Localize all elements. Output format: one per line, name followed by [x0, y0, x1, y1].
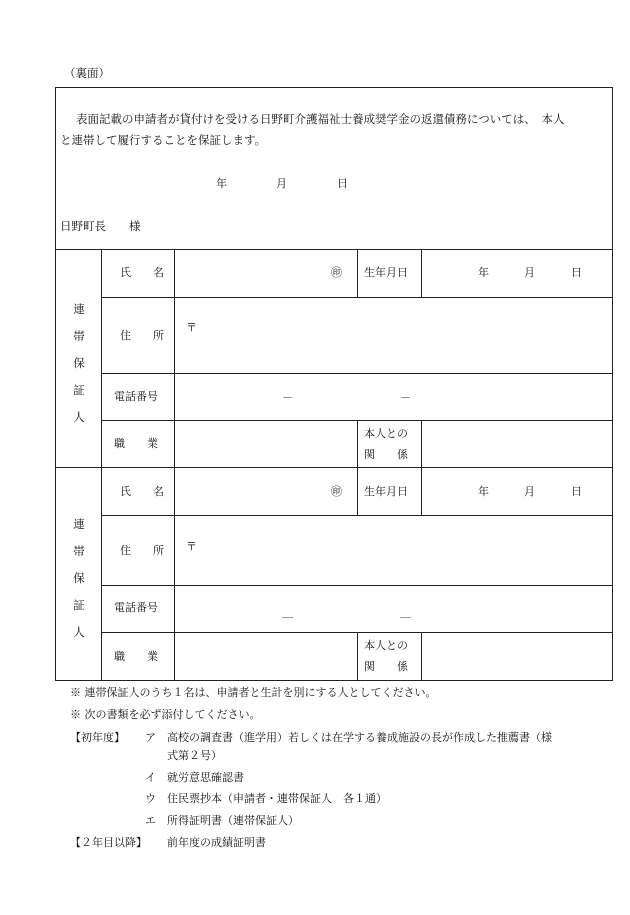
guarantor-2-birth-year: 年 — [478, 485, 489, 498]
guarantor-2-job-label: 職 業 — [114, 650, 158, 663]
guarantor-1-birth-month: 月 — [524, 266, 535, 279]
guarantor-1-side-label: 連 帯 保 証 人 — [73, 302, 85, 424]
guarantor-2-postal-mark: 〒 — [186, 540, 197, 553]
guarantor-2-birth-label: 生年月日 — [364, 485, 408, 498]
guarantor-1-relation-label-2: 関 係 — [364, 448, 408, 461]
guarantor-1-birth-day: 日 — [571, 266, 582, 279]
guarantor-2-phone-dash-2: ＿ — [400, 606, 411, 619]
row-line — [101, 297, 613, 298]
item-i-mark: イ — [145, 771, 156, 784]
row-line — [101, 515, 613, 516]
guarantor-2-address-label: 住 所 — [120, 544, 164, 557]
guarantor-2-name-field[interactable] — [178, 482, 340, 502]
guarantor-1-phone-field[interactable] — [180, 382, 605, 412]
col-line — [357, 632, 358, 681]
guarantor-1-address-field[interactable] — [200, 305, 600, 365]
guarantor-2-phone-field[interactable] — [180, 594, 605, 624]
guarantor-1-address-label: 住 所 — [120, 329, 164, 342]
col-line-field — [174, 249, 175, 681]
guarantor-2-name-label: 氏 名 — [120, 485, 164, 498]
row-line — [101, 373, 613, 374]
row-line — [101, 585, 613, 586]
later-years-label: 【２年目以降】 — [70, 836, 147, 849]
page-side-label: （裏面） — [64, 66, 110, 80]
guarantor-2-relation-field[interactable] — [425, 637, 608, 677]
declaration-line-1: 表面記載の申請者が貸付けを受ける日野町介護福祉士養成奨学金の返還債務については、 本人 — [76, 112, 565, 126]
col-line — [421, 632, 422, 681]
note-separate-household: ※ 連帯保証人のうち１名は、申請者と生計を別にする人としてください。 — [70, 686, 437, 699]
guarantor-2-seal-mark: ㊞ — [331, 485, 342, 498]
guarantor-1-relation-label-1: 本人との — [364, 427, 408, 440]
guarantor-1-phone-label: 電話番号 — [114, 390, 158, 403]
guarantor-1-phone-dash-1: － — [282, 391, 293, 404]
declaration-day-label: 日 — [337, 177, 348, 190]
item-i-text: 就労意思確認書 — [167, 771, 244, 784]
later-years-text: 前年度の成績証明書 — [167, 836, 266, 849]
guarantor-1-name-label: 氏 名 — [120, 266, 164, 279]
first-year-label: 【初年度】 — [70, 731, 125, 744]
declaration-year-label: 年 — [216, 177, 227, 190]
guarantor-1-seal-mark: ㊞ — [331, 266, 342, 279]
guarantor-2-relation-label-2: 関 係 — [364, 660, 408, 673]
guarantor-1-job-field[interactable] — [178, 425, 352, 463]
guarantor-1-name-field[interactable] — [178, 264, 340, 284]
col-line — [357, 249, 358, 297]
guarantor-2-address-field[interactable] — [200, 522, 600, 580]
declaration-line-2: と連帯して履行することを保証します。 — [60, 133, 267, 147]
addressee: 日野町長 様 — [60, 219, 141, 233]
item-a-text-cont: 式第２号） — [167, 749, 222, 762]
item-u-mark: ウ — [145, 792, 156, 805]
guarantor-1-relation-field[interactable] — [425, 425, 608, 463]
block-divider — [55, 467, 613, 468]
guarantor-1-birth-label: 生年月日 — [364, 266, 408, 279]
col-line-label — [101, 249, 102, 681]
item-e-mark: エ — [145, 814, 156, 827]
guarantor-2-birth-month: 月 — [524, 485, 535, 498]
guarantor-1-birth-year: 年 — [478, 266, 489, 279]
item-a-mark: ア — [145, 731, 156, 744]
guarantor-1-postal-mark: 〒 — [186, 321, 197, 334]
item-a-text: 高校の調査書（進学用）若しくは在学する養成施設の長が作成した推薦書（様 — [167, 731, 552, 744]
col-line — [421, 420, 422, 467]
guarantor-1-phone-dash-2: － — [400, 391, 411, 404]
guarantor-2-birth-day: 日 — [571, 485, 582, 498]
guarantor-2-phone-label: 電話番号 — [114, 601, 158, 614]
guarantor-2-side-label: 連 帯 保 証 人 — [73, 517, 85, 639]
col-line — [421, 467, 422, 515]
declaration-month-label: 月 — [276, 177, 287, 190]
note-attach-documents: ※ 次の書類を必ず添付してください。 — [70, 708, 261, 721]
item-u-text: 住民票抄本（申請者・連帯保証人 各１通） — [167, 792, 387, 805]
guarantor-1-job-label: 職 業 — [114, 437, 158, 450]
col-line — [357, 420, 358, 467]
col-line — [357, 467, 358, 515]
guarantor-2-relation-label-1: 本人との — [364, 639, 408, 652]
item-e-text: 所得証明書（連帯保証人） — [167, 814, 299, 827]
col-line — [421, 249, 422, 297]
guarantor-2-phone-dash-1: ＿ — [282, 606, 293, 619]
guarantor-2-job-field[interactable] — [178, 637, 352, 677]
